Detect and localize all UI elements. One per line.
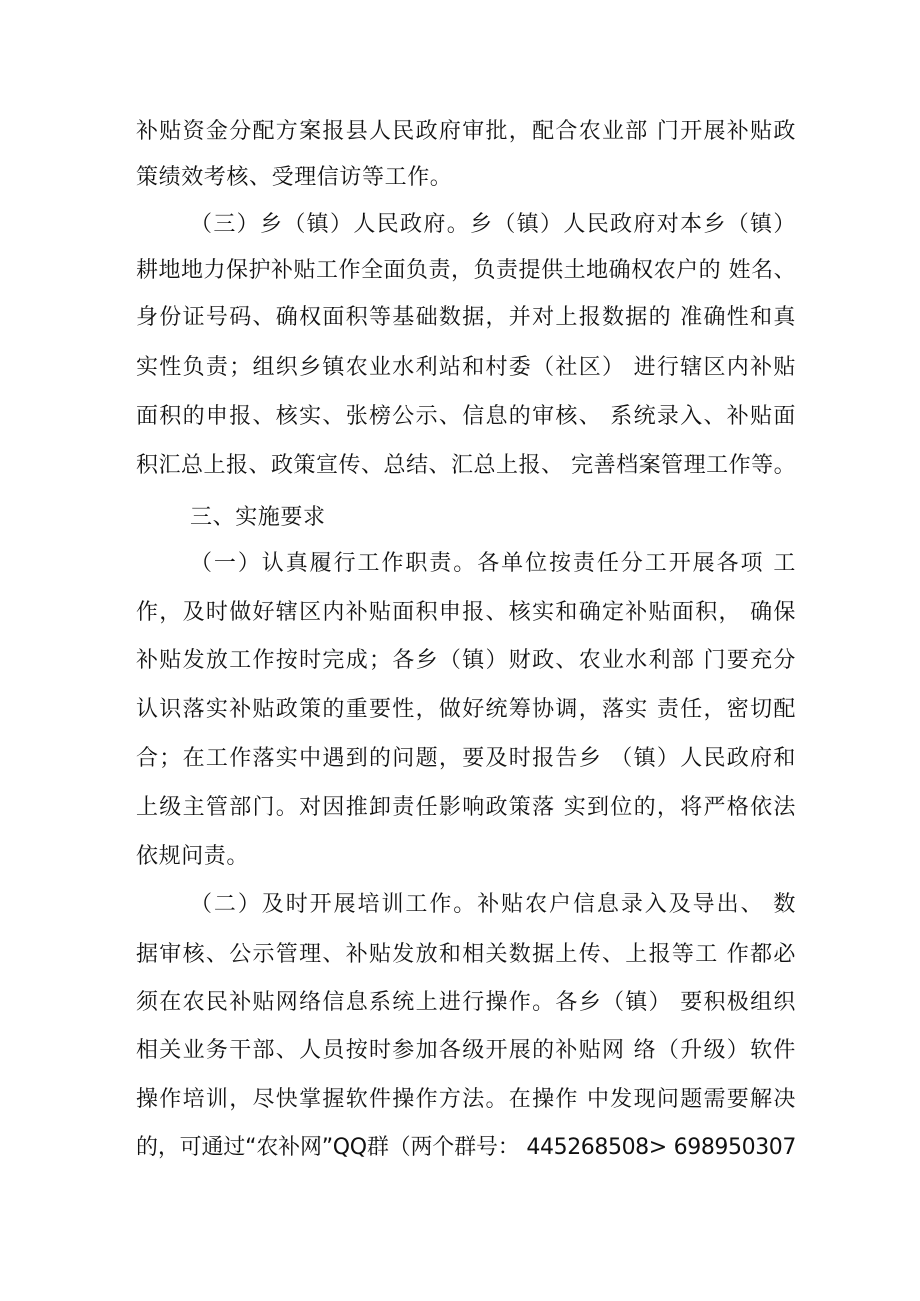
text-line-21: 操作培训，尽快掌握软件操作方法。在操作 中发现问题需要解决 xyxy=(136,1087,796,1112)
subsection-2-first-line: （二）及时开展培训工作。补贴农户信息录入及导出、 数 xyxy=(190,892,796,917)
text-line-1: 补贴资金分配方案报县人民政府审批，配合农业部 门开展补贴政 xyxy=(136,119,796,144)
text-line-20: 相关业务干部、人员按时参加各级开展的补贴网 络（升级）软件 xyxy=(136,1038,796,1063)
text-line-7: 面积的申报、核实、张榜公示、信息的审核、 系统录入、补贴面 xyxy=(136,404,796,429)
text-line-11: 作，及时做好辖区内补贴面积申报、核实和确定补贴面积， 确保 xyxy=(136,600,796,625)
text-line-5: 身份证号码、确权面积等基础数据，并对上报数据的 准确性和真 xyxy=(136,305,796,330)
subsection-1-first-line: （一）认真履行工作职责。各单位按责任分工开展各项 工 xyxy=(190,551,796,576)
text-line-4: 耕地地力保护补贴工作全面负责，负责提供土地确权农户的 姓名、 xyxy=(136,258,796,283)
text-line-14: 合；在工作落实中遇到的问题，要及时报告乡 （镇）人民政府和 xyxy=(136,746,796,771)
text-line-19: 须在农民补贴网络信息系统上进行操作。各乡（镇） 要积极组织 xyxy=(136,990,796,1015)
text-line-8: 积汇总上报、政策宣传、总结、汇总上报、 完善档案管理工作等。 xyxy=(136,453,796,478)
text-line-6: 实性负责；组织乡镇农业水利站和村委（社区） 进行辖区内补贴 xyxy=(136,355,796,380)
text-line-16: 依规问责。 xyxy=(136,844,250,869)
text-line-22: 的，可通过“农补网”QQ群（两个群号： 445268508> 698950307 xyxy=(136,1135,796,1160)
text-line-18: 据审核、公示管理、补贴发放和相关数据上传、上报等工 作都必 xyxy=(136,942,796,967)
section-3-first-line: （三）乡（镇）人民政府。乡（镇）人民政府对本乡（镇） xyxy=(190,212,796,237)
text-line-12: 补贴发放工作按时完成；各乡（镇）财政、农业水利部 门要充分 xyxy=(136,648,796,673)
text-line-2: 策绩效考核、受理信访等工作。 xyxy=(136,165,453,190)
section-heading-implementation: 三、实施要求 xyxy=(190,505,326,530)
text-line-15: 上级主管部门。对因推卸责任影响政策落 实到位的，将严格依法 xyxy=(136,795,796,820)
text-line-13: 认识落实补贴政策的重要性，做好统筹协调，落实 责任，密切配 xyxy=(136,697,796,722)
